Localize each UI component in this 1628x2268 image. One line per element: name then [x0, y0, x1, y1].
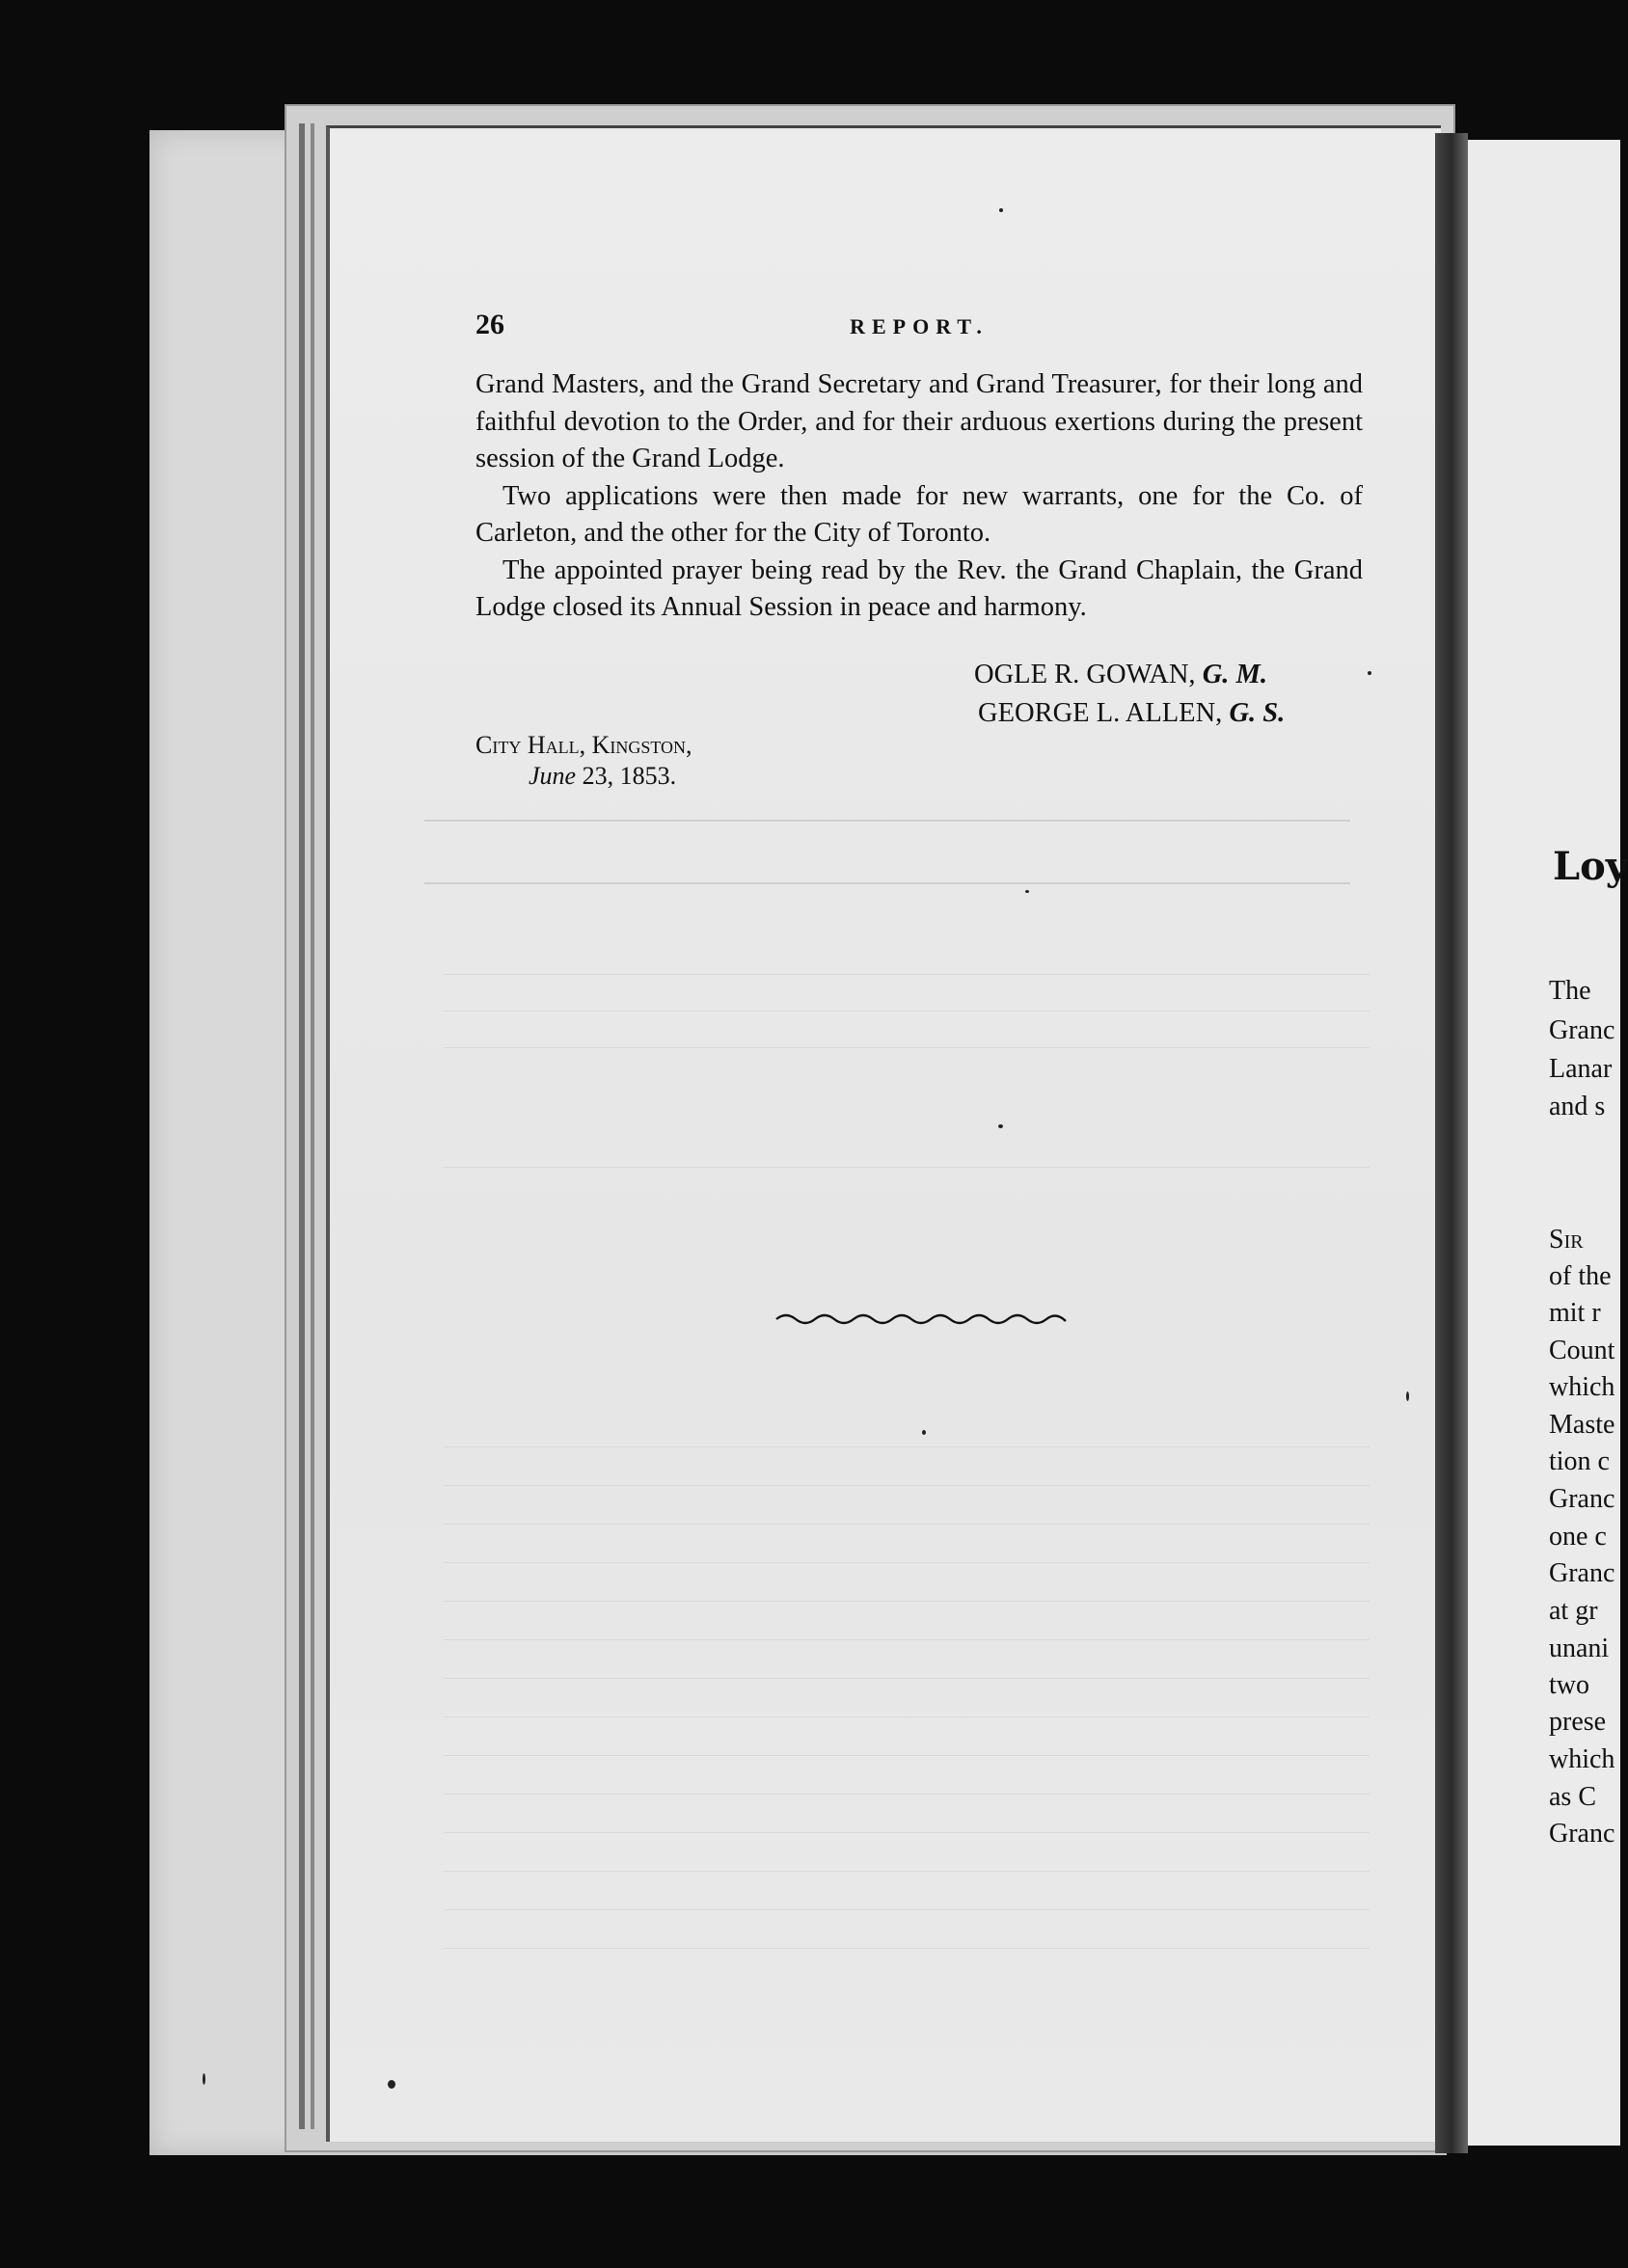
page-edge	[311, 123, 314, 2129]
facing-page-line: Granc	[1549, 1558, 1615, 1588]
bleed-through	[444, 1832, 1370, 1833]
ornamental-rule	[774, 1310, 1069, 1329]
bleed-through	[444, 1011, 1370, 1012]
page-header	[475, 309, 1363, 347]
scan-speck	[388, 2080, 395, 2089]
scan-speck	[203, 2073, 205, 2085]
scan-speck	[922, 1430, 926, 1435]
signatory-title: G. M.	[1202, 660, 1267, 689]
bleed-through	[444, 1794, 1370, 1795]
signature-block	[974, 656, 1379, 733]
scan-speck	[1406, 1391, 1409, 1401]
bleed-through	[444, 1601, 1370, 1602]
date-rest: 23, 1853.	[582, 762, 677, 790]
facing-page-line: tion c	[1549, 1446, 1610, 1476]
signatory-title: G. S.	[1229, 698, 1286, 728]
facing-page-line: Granc	[1549, 1484, 1615, 1514]
bleed-through	[424, 882, 1350, 884]
scan-speck	[1368, 671, 1371, 675]
paragraph: The appointed prayer being read by the Rev. the Grand Chaplain, the Grand Lodge closed its Annual Session in peace and harmony.	[475, 554, 1363, 622]
scan-speck	[1025, 890, 1029, 893]
bleed-through	[444, 1485, 1370, 1486]
facing-page-line: Maste	[1549, 1410, 1615, 1440]
bleed-through	[444, 1909, 1370, 1910]
facing-page-line: Sir	[1549, 1225, 1584, 1255]
facing-page-line: at gr	[1549, 1596, 1598, 1626]
paragraph: Grand Masters, and the Grand Secretary and Grand Treasurer, for their long and faithful devotion to the Order, and for their arduous exertions during the present session of the Grand Lodge.	[475, 369, 1363, 473]
page-number: 26	[475, 309, 504, 340]
signature-line	[974, 656, 1379, 694]
bleed-through	[444, 1562, 1370, 1563]
bleed-through	[444, 1167, 1370, 1168]
bleed-through	[444, 1047, 1370, 1048]
facing-page-heading: Loy	[1553, 844, 1628, 889]
body-text	[475, 366, 1363, 627]
facing-page-line: which	[1549, 1744, 1615, 1774]
facing-page-line: two	[1549, 1670, 1589, 1700]
paragraph: Two applications were then made for new warrants, one for the Co. of Carleton, and the other for the City of Toronto.	[475, 480, 1363, 548]
date-line	[529, 760, 676, 793]
bleed-through	[444, 974, 1370, 975]
bleed-through	[444, 1524, 1370, 1525]
page-edge	[299, 123, 305, 2129]
facing-page-line: one c	[1549, 1522, 1607, 1552]
place-line: City Hall, Kingston,	[475, 731, 692, 759]
facing-page-line: unani	[1549, 1634, 1610, 1663]
facing-page-line: prese	[1549, 1707, 1607, 1737]
running-head: REPORT.	[850, 314, 989, 338]
date-month: June	[529, 762, 577, 790]
bleed-through	[444, 1755, 1370, 1756]
bleed-through	[444, 1948, 1370, 1949]
scan-speck	[998, 1124, 1003, 1128]
facing-page-line: as C	[1549, 1782, 1596, 1812]
bleed-through	[444, 1639, 1370, 1640]
bleed-through	[444, 1871, 1370, 1872]
facing-page-line: and s	[1549, 1092, 1606, 1121]
facing-page-line: Granc	[1549, 1015, 1615, 1045]
facing-page-line: Lanar	[1549, 1054, 1613, 1084]
facing-page-line: of the	[1549, 1261, 1612, 1291]
bleed-through	[444, 1678, 1370, 1679]
facing-page-line: Count	[1549, 1336, 1615, 1365]
bleed-through	[444, 1446, 1370, 1447]
facing-page-line: mit r	[1549, 1298, 1601, 1328]
facing-page-line: which	[1549, 1372, 1615, 1402]
signatory-name: GEORGE L. ALLEN,	[978, 698, 1223, 728]
bleed-through	[444, 1716, 1370, 1717]
book-gutter	[1435, 133, 1468, 2153]
bleed-through	[424, 820, 1350, 822]
scan-speck	[999, 208, 1003, 212]
facing-page-line: The	[1549, 976, 1591, 1006]
facing-page-line: Granc	[1549, 1819, 1615, 1849]
signature-line	[978, 694, 1379, 733]
signatory-name: OGLE R. GOWAN,	[974, 660, 1196, 689]
